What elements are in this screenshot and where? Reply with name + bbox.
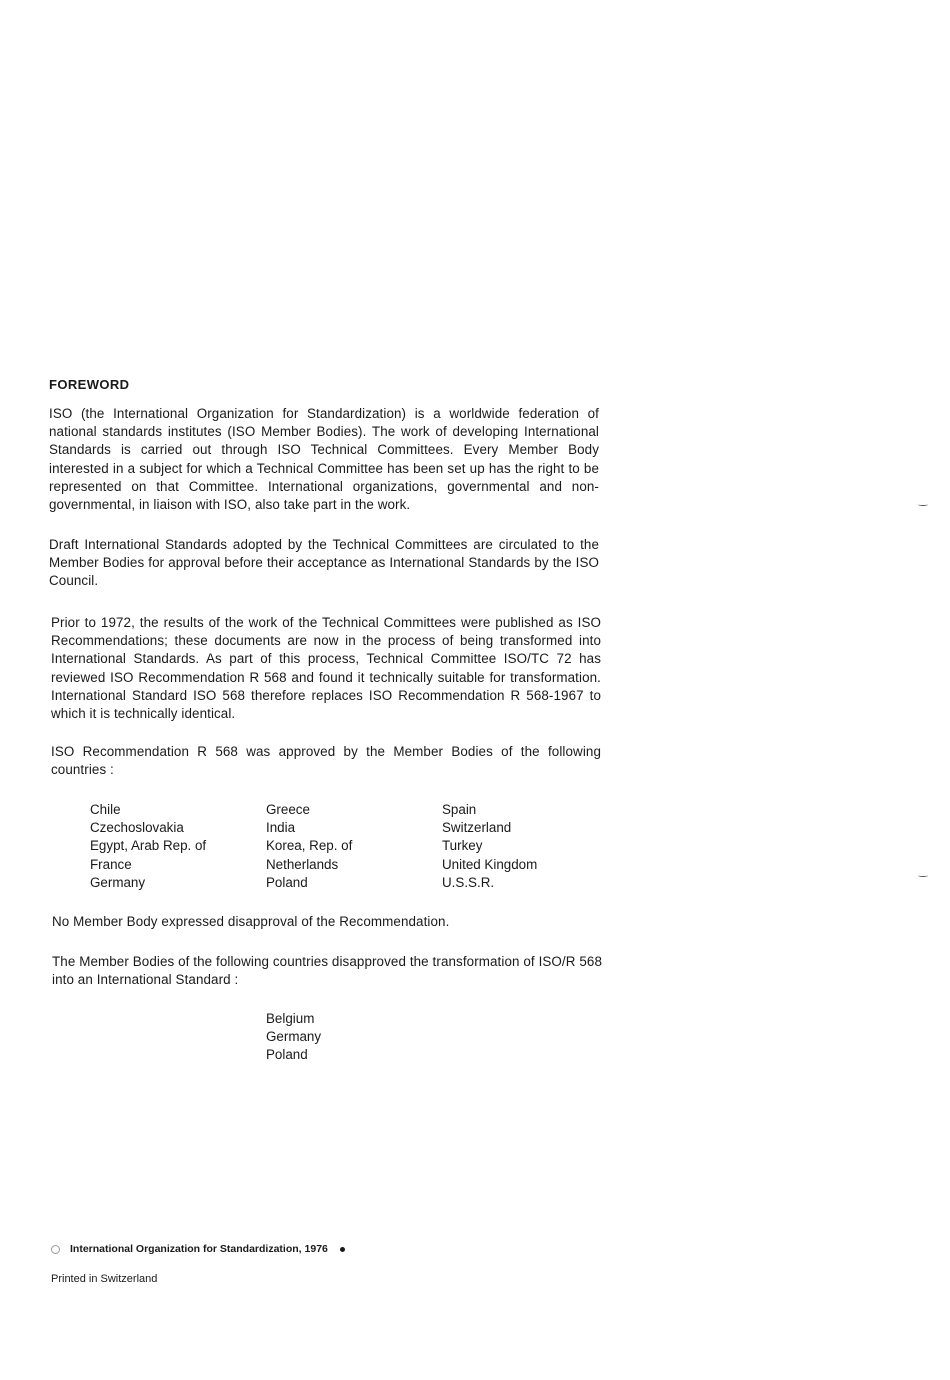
country-item: Switzerland [442, 820, 512, 836]
countries-column-3 [442, 801, 602, 892]
country-item: Germany [266, 1029, 322, 1045]
country-item: Poland [266, 1047, 308, 1063]
country-item: Belgium [266, 1011, 315, 1026]
foreword-paragraph-3: Prior to 1972, the results of the work of the Technical Committees were published as ISO Recommendations; these documents are now in the process of being transformed into International Standards. As part of this process, Technical Committee ISO/TC 72 has reviewed ISO Recommendation R 568 and found it technically suitable for transformation. International Standard ISO 568 therefore replaces ISO Recommendation R 568-1967 to which it is technically identical. [51, 615, 601, 722]
printed-in: Printed in Switzerland [51, 1273, 158, 1285]
copyright-line [51, 1243, 345, 1255]
country-item: Turkey [442, 838, 483, 854]
approval-intro: ISO Recommendation R 568 was approved by the Member Bodies of the following countries : [51, 744, 601, 778]
approving-countries-list [90, 801, 602, 892]
country-item: Korea, Rep. of [266, 838, 353, 854]
country-item: Netherlands [266, 856, 339, 872]
copyright-icon [51, 1245, 60, 1254]
foreword-heading: FOREWORD [49, 377, 130, 392]
foreword-paragraph-2: Draft International Standards adopted by the Technical Committees are circulated to the Member Bodies for approval before their acceptance as International Standards by the ISO Council. [49, 537, 599, 589]
disapproval-intro: The Member Bodies of the following countries disapproved the transformation of ISO/R 568 into an International Standard : [52, 954, 602, 988]
country-item: India [266, 820, 296, 836]
no-disapproval-statement: No Member Body expressed disapproval of the Recommendation. [52, 914, 450, 929]
countries-column-1 [90, 801, 266, 892]
country-item: France [90, 856, 132, 872]
country-item: Poland [266, 874, 308, 890]
country-item: Spain [442, 802, 477, 817]
disapproving-countries-list [266, 1010, 321, 1065]
countries-column-2 [266, 801, 442, 892]
margin-mark [918, 874, 928, 877]
country-item: Chile [90, 802, 121, 817]
foreword-paragraph-1: ISO (the International Organization for Standardization) is a worldwide federation of national standards institutes (ISO Member Bodies). The work of developing International Standards is carried out through ISO Technical Committees. Every Member Body interested in a subject for which a Technical Committee has been set up has the right to be represented on that Committee. International organizations, governmental and non-governmental, in liaison with ISO, also take part in the work. [49, 406, 599, 513]
bullet-icon [340, 1247, 345, 1252]
country-item: Czechoslovakia [90, 820, 184, 836]
country-item: Greece [266, 802, 310, 817]
copyright-text: International Organization for Standardization, 1976 [70, 1243, 328, 1255]
country-item: Egypt, Arab Rep. of [90, 838, 207, 854]
country-item: U.S.S.R. [442, 874, 495, 890]
country-item: Germany [90, 874, 146, 890]
country-item: United Kingdom [442, 856, 538, 872]
margin-mark [918, 503, 928, 506]
